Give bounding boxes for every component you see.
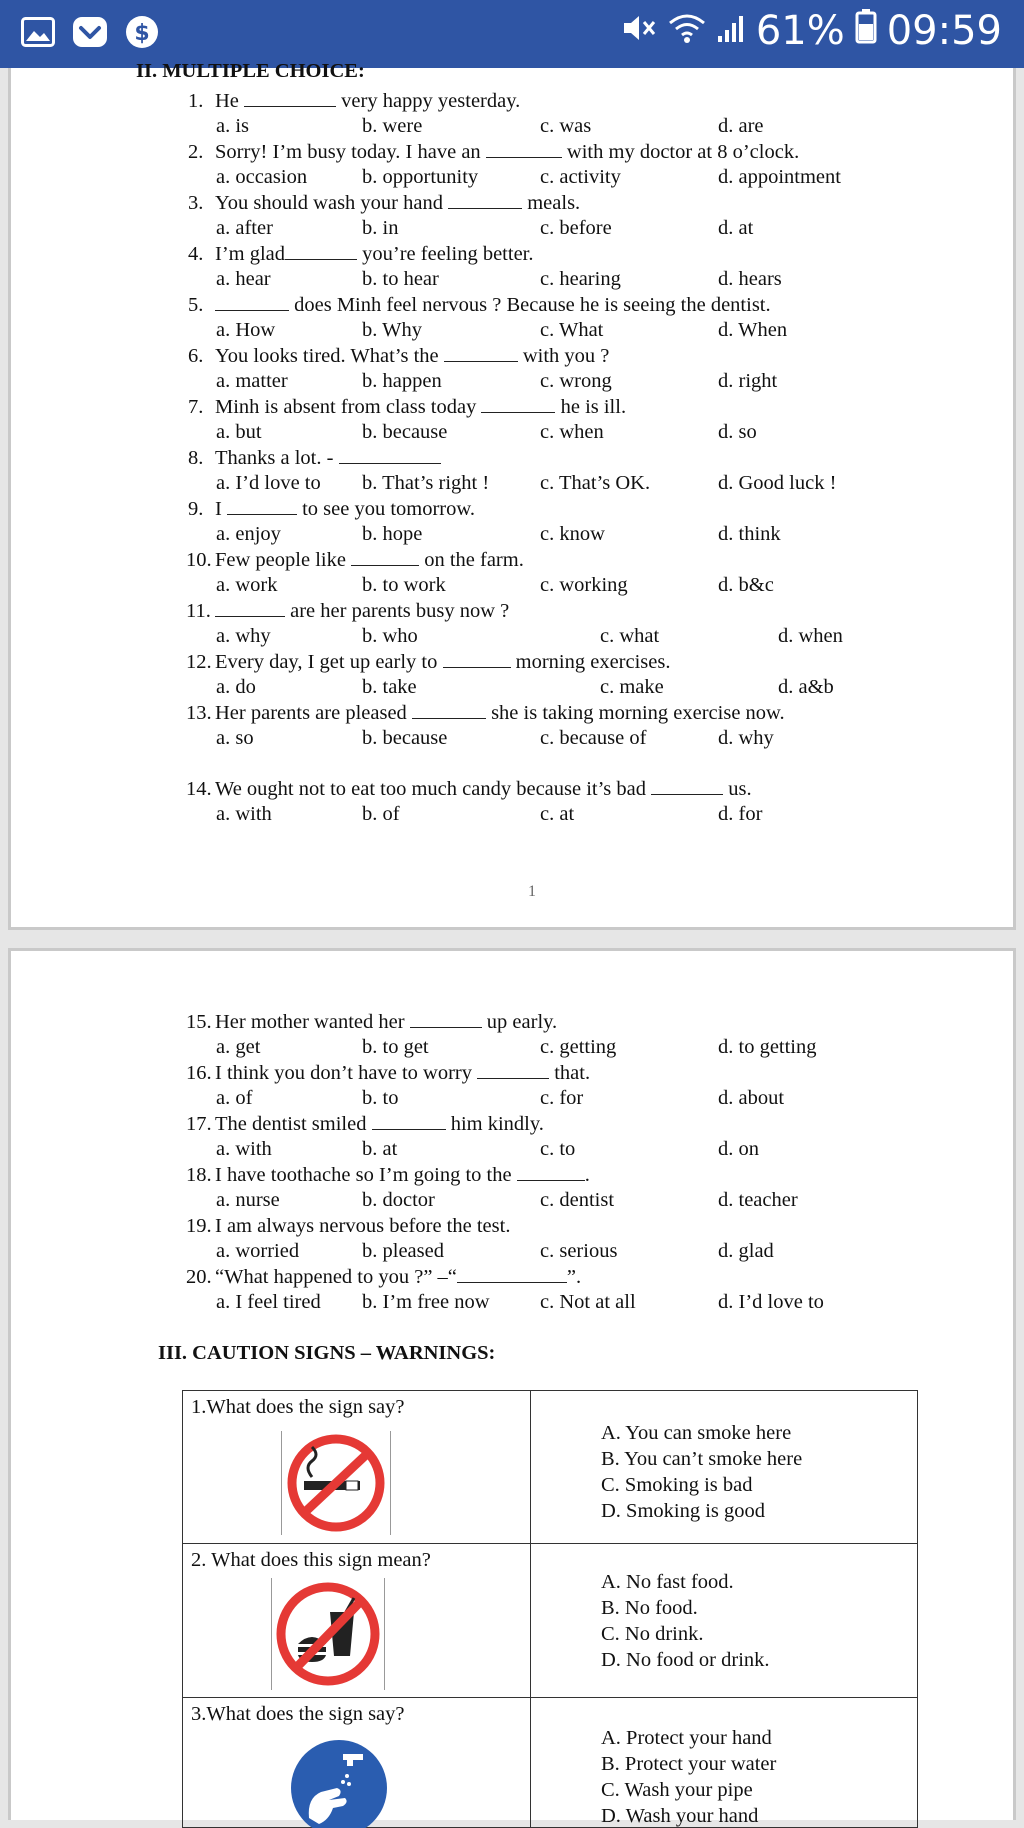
pocket-icon [70,12,110,52]
question-text-after-blank: up early. [481,1011,558,1033]
question-text-after-blank: very happy yesterday. [336,90,521,112]
question-text [215,191,580,215]
clock: 09:59 [886,8,1002,54]
answer-blank[interactable] [448,191,522,209]
question-text-after-blank: him kindly. [445,1113,544,1135]
sign-option[interactable]: D. Wash your hand [601,1805,759,1827]
question-text-after-blank: you’re feeling better. [357,243,534,265]
question-text-before-blank: I am always nervous before the test. [215,1215,511,1237]
question-number: 1. [188,90,204,112]
answer-blank[interactable] [244,89,336,107]
question-text [215,497,475,521]
answer-option[interactable]: a. why [216,625,271,647]
question-text [215,650,670,674]
answer-option[interactable]: c. serious [540,1240,618,1262]
answer-option[interactable]: d. Good luck ! [718,472,837,494]
sign-question: 3.What does the sign say? [191,1703,405,1725]
answer-option[interactable]: d. a&b [778,676,834,698]
answer-option[interactable]: d. for [718,803,763,825]
question-text-after-blank: with you ? [517,345,610,367]
answer-option[interactable]: c. before [540,217,612,239]
question-text-after-blank: that. [549,1062,591,1084]
status-bar [0,0,1024,68]
answer-option[interactable]: b. of [362,803,400,825]
question-text [215,548,524,572]
answer-blank[interactable] [412,701,486,719]
question-text-before-blank: Minh is absent from class today [215,396,482,418]
answer-option[interactable]: c. hearing [540,268,621,290]
answer-option[interactable]: a. I feel tired [216,1291,321,1313]
answer-option[interactable]: d. why [718,727,774,749]
answer-option[interactable]: c. getting [540,1036,617,1058]
sign-frame [289,1738,389,1828]
answer-option[interactable]: b. were [362,115,423,137]
question-text [215,1163,590,1187]
answer-option[interactable]: c. know [540,523,605,545]
question-number: 16. [186,1062,212,1084]
sign-option[interactable]: C. Wash your pipe [601,1779,753,1801]
answer-option[interactable]: c. What [540,319,604,341]
answer-option[interactable]: a. after [216,217,273,239]
question-text-after-blank: morning exercises. [510,651,671,673]
sign-question: 2. What does this sign mean? [191,1549,431,1571]
answer-blank[interactable] [457,1265,567,1283]
sign-option[interactable]: A. You can smoke here [601,1422,792,1444]
sign-option[interactable]: A. No fast food. [601,1571,734,1593]
question-text [215,1265,581,1289]
question-text-before-blank: You looks tired. What’s the [215,345,444,367]
section-3-title: III. CAUTION SIGNS – WARNINGS: [158,1342,496,1364]
sign-options-cell [531,1544,918,1698]
answer-option[interactable]: d. When [718,319,788,341]
sign-question-cell [183,1698,531,1828]
sign-option[interactable]: B. No food. [601,1597,698,1619]
svg-text:$: $ [134,21,150,46]
question-text-before-blank: I have toothache so I’m going to the [215,1164,517,1186]
answer-option[interactable]: c. wrong [540,370,612,392]
question-text-before-blank: “What happened to you ?” –“ [215,1266,457,1288]
question-text-after-blank: . [584,1164,590,1186]
answer-option[interactable]: b. opportunity [362,166,479,188]
sign-frame [271,1578,385,1690]
answer-option[interactable]: a. of [216,1087,253,1109]
answer-option[interactable]: b. at [362,1138,398,1160]
question-text-before-blank: I [215,498,227,520]
answer-option[interactable]: b. happen [362,370,442,392]
answer-option[interactable]: c. make [600,676,664,698]
answer-option[interactable]: b. I’m free now [362,1291,490,1313]
question-number: 9. [188,498,204,520]
question-text-before-blank: He [215,90,245,112]
question-text [215,446,441,470]
sign-question-cell [183,1544,531,1698]
no-food-drink-icon [272,1578,384,1690]
sign-frame [281,1431,391,1535]
question-number: 15. [186,1011,212,1033]
answer-blank[interactable] [351,548,419,566]
answer-option[interactable]: d. b&c [718,574,774,596]
answer-option[interactable]: b. pleased [362,1240,444,1262]
answer-option[interactable]: d. teacher [718,1189,798,1211]
question-number: 12. [186,651,212,673]
answer-option[interactable]: d. think [718,523,781,545]
answer-blank[interactable] [517,1163,585,1181]
sign-row-1 [183,1391,918,1544]
question-text-before-blank: Sorry! I’m busy today. I have an [215,141,486,163]
answer-option[interactable]: d. hears [718,268,782,290]
answer-blank[interactable] [444,344,518,362]
answer-option[interactable]: a. work [216,574,278,596]
sign-option[interactable]: C. Smoking is bad [601,1474,753,1496]
question-text-before-blank: Thanks a lot. - [215,447,339,469]
question-number: 3. [188,192,204,214]
answer-option[interactable]: b. Why [362,319,422,341]
answer-option[interactable]: b. hope [362,523,423,545]
answer-option[interactable]: a. so [216,727,254,749]
answer-option[interactable]: b. to hear [362,268,439,290]
question-text [215,1112,544,1136]
battery-icon [855,8,877,54]
question-text-after-blank: does Minh feel nervous ? Because he is seeing the dentist. [289,294,771,316]
question-text-after-blank: meals. [522,192,581,214]
answer-option[interactable]: b. take [362,676,417,698]
question-text-after-blank: are her parents busy now ? [285,600,510,622]
section-2-title: II. MULTIPLE CHOICE: [136,60,365,82]
answer-option[interactable]: b. in [362,217,399,239]
sign-option[interactable]: B. You can’t smoke here [601,1448,803,1470]
answer-option[interactable]: a. matter [216,370,288,392]
answer-option[interactable]: a. but [216,421,262,443]
question-text [215,1214,510,1238]
question-text-before-blank: I’m glad [215,243,286,265]
answer-option[interactable]: c. That’s OK. [540,472,651,494]
answer-blank[interactable] [227,497,297,515]
answer-option[interactable]: c. for [540,1087,584,1109]
answer-option[interactable]: a. get [216,1036,261,1058]
answer-option[interactable]: d. when [778,625,843,647]
sign-options-cell [531,1698,918,1828]
answer-option[interactable]: c. because of [540,727,647,749]
question-text-before-blank: Few people like [215,549,352,571]
question-text [215,701,785,725]
gallery-icon [18,12,58,52]
sign-row-2 [183,1544,918,1698]
answer-option[interactable]: c. Not at all [540,1291,636,1313]
question-text [215,395,626,419]
answer-option[interactable]: d. I’d love to [718,1291,824,1313]
question-text [215,89,520,113]
question-number: 17. [186,1113,212,1135]
no-smoking-icon [282,1431,390,1535]
answer-option[interactable]: b. to [362,1087,399,1109]
question-number: 2. [188,141,204,163]
sign-option[interactable]: D. Smoking is good [601,1500,766,1522]
answer-option[interactable]: d. to getting [718,1036,817,1058]
question-number: 10. [186,549,212,571]
answer-option[interactable]: d. at [718,217,754,239]
answer-option[interactable]: a. enjoy [216,523,281,545]
answer-option[interactable]: a. with [216,803,272,825]
answer-blank[interactable] [410,1010,482,1028]
page-number: 1 [528,883,536,900]
question-text [215,344,609,368]
answer-blank[interactable] [215,599,285,617]
question-text-after-blank: with my doctor at 8 o’clock. [561,141,800,163]
question-number: 11. [186,600,211,622]
answer-option[interactable]: a. I’d love to [216,472,321,494]
answer-blank[interactable] [477,1061,549,1079]
question-number: 8. [188,447,204,469]
answer-option[interactable]: a. is [216,115,250,137]
question-text [215,1010,557,1034]
answer-option[interactable]: c. dentist [540,1189,615,1211]
sign-option[interactable]: D. No food or drink. [601,1649,770,1671]
answer-blank[interactable] [372,1112,446,1130]
answer-option[interactable]: c. at [540,803,575,825]
answer-blank[interactable] [339,446,441,464]
question-text [215,242,533,266]
sign-row-3 [183,1698,918,1828]
answer-option[interactable]: c. working [540,574,628,596]
answer-option[interactable]: c. activity [540,166,621,188]
question-number: 7. [188,396,204,418]
question-text-before-blank: Her parents are pleased [215,702,412,724]
answer-option[interactable]: b. to get [362,1036,429,1058]
answer-blank[interactable] [285,242,357,260]
question-number: 19. [186,1215,212,1237]
answer-blank[interactable] [443,650,511,668]
answer-option[interactable]: b. to work [362,574,446,596]
question-text-before-blank: You should wash your hand [215,192,449,214]
answer-option[interactable]: d. appointment [718,166,841,188]
answer-option[interactable]: a. do [216,676,256,698]
sign-question-cell [183,1391,531,1544]
question-number: 14. [186,778,212,800]
question-text-after-blank: she is taking morning exercise now. [485,702,785,724]
answer-option[interactable]: a. nurse [216,1189,280,1211]
answer-option[interactable]: b. doctor [362,1189,435,1211]
sign-option[interactable]: B. Protect your water [601,1753,777,1775]
answer-option[interactable]: b. because [362,421,448,443]
question-text [215,777,752,801]
answer-option[interactable]: d. glad [718,1240,774,1262]
question-text-before-blank: I think you don’t have to worry [215,1062,478,1084]
answer-option[interactable]: b. because [362,727,448,749]
question-text-before-blank: Her mother wanted her [215,1011,410,1033]
answer-option[interactable]: c. what [600,625,660,647]
question-text-after-blank: us. [723,778,752,800]
question-text-before-blank: The dentist smiled [215,1113,372,1135]
question-text [215,140,799,164]
question-text-after-blank: ”. [566,1266,582,1288]
question-number: 20. [186,1266,212,1288]
answer-option[interactable]: a. with [216,1138,272,1160]
answer-option[interactable]: c. when [540,421,604,443]
answer-option[interactable]: b. That’s right ! [362,472,490,494]
battery-level: 61% [755,8,845,54]
answer-option[interactable]: b. who [362,625,418,647]
answer-option[interactable]: d. on [718,1138,759,1160]
question-text-after-blank: on the farm. [419,549,524,571]
question-text-after-blank: he is ill. [555,396,627,418]
caution-signs-table [182,1390,918,1828]
question-number: 6. [188,345,204,367]
question-text-after-blank: to see you tomorrow. [296,498,475,520]
sign-question: 1.What does the sign say? [191,1396,405,1418]
question-number: 18. [186,1164,212,1186]
question-number: 5. [188,294,204,316]
sign-option[interactable]: C. No drink. [601,1623,704,1645]
question-text [215,1061,590,1085]
answer-option[interactable]: a. hear [216,268,271,290]
answer-option[interactable]: d. are [718,115,764,137]
sign-options-cell [531,1391,918,1544]
question-text [215,599,509,623]
question-text-before-blank: We ought not to eat too much candy because it’s bad [215,778,652,800]
signal-icon [716,8,746,54]
question-text [215,293,771,317]
sign-option[interactable]: A. Protect your hand [601,1727,772,1749]
wash-hands-icon [289,1738,389,1828]
wifi-icon [668,8,706,54]
answer-blank[interactable] [215,293,289,311]
answer-option[interactable]: c. was [540,115,592,137]
answer-option[interactable]: c. to [540,1138,576,1160]
answer-option[interactable]: a. occasion [216,166,308,188]
answer-option[interactable]: d. right [718,370,778,392]
answer-blank[interactable] [651,777,723,795]
answer-option[interactable]: d. about [718,1087,785,1109]
answer-blank[interactable] [486,140,562,158]
answer-blank[interactable] [481,395,555,413]
answer-option[interactable]: a. worried [216,1240,300,1262]
answer-option[interactable]: a. How [216,319,276,341]
question-number: 13. [186,702,212,724]
question-text-before-blank: Every day, I get up early to [215,651,443,673]
question-number: 4. [188,243,204,265]
money-icon [122,12,162,52]
answer-option[interactable]: d. so [718,421,757,443]
mute-icon [622,8,658,54]
